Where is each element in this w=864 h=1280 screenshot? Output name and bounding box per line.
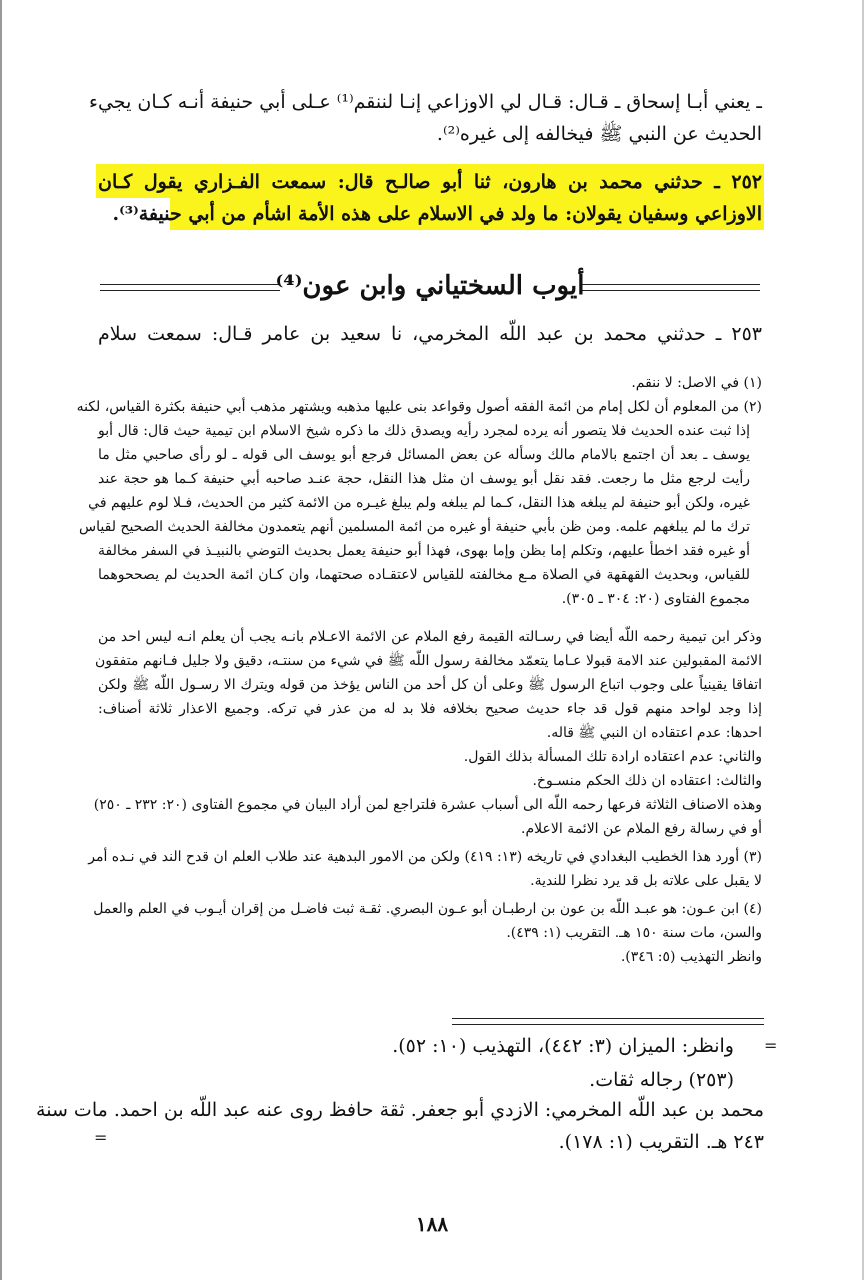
narration-253-line: ٢٥٣ ـ حدثني محمد بن عبد اللّه المخرمي، نا سعيد بن عامر قـال: سمعت سلام bbox=[98, 323, 762, 345]
footnote-line: والثالث: اعتقاده ان ذلك الحكم منسـوخ. bbox=[532, 773, 762, 789]
footnote-line: أو غيره فقد اخطأ عليهم، وتكلم إما بظن وإما بهوى، فهذا أبو حنيفة يعمل بحديث التوضي بالنبيـذ في السفر مخالفة bbox=[98, 543, 750, 559]
narration-252-line-1: ٢٥٢ ـ حدثني محمد بن هارون، ثنا أبو صالـح قال: سمعت الفـزاري يقول كـان bbox=[98, 171, 762, 193]
footnote-line: إذا وجد لواحد منهم قول قد جاء حديث صحيح بخلافه فلا بد له من عذر في تركه. وجميع الاعذار ثلاثة أصناف: bbox=[98, 701, 762, 717]
footnote-line: مجموع الفتاوى (٢٠: ٣٠٤ ـ ٣٠٥). bbox=[561, 591, 750, 607]
page-edge-left bbox=[0, 0, 2, 1280]
footnote-line: يوسف ـ بعد أن اجتمع بالامام مالك وسأله عن بعض المسائل فرجع أبو يوسف الى قوله ـ لو رأى صاحبي مثل ما bbox=[98, 447, 750, 463]
margin-mark: = bbox=[94, 1128, 108, 1147]
notes-separator bbox=[452, 1018, 764, 1025]
editor-note-line: (٢٥٣) رجاله ثقات. bbox=[589, 1069, 734, 1091]
footnote-line: للقياس، وبحديث القهقهة في الصلاة مـع مخالفته للقياس لاعتقـاده صحتهما، وان كـان ائمة الحديث لم يصححوهما bbox=[98, 567, 750, 583]
footnote-line: والثاني: عدم اعتقاده ارادة تلك المسألة بذلك القول. bbox=[463, 749, 762, 765]
editor-note-line: ٢٤٣ هـ. التقريب (١: ١٧٨). bbox=[558, 1131, 764, 1153]
footnote-line: إذا ثبت عنده الحديث فلا يتصور أنه يرده لمجرد رأيه ويصدق ذلك ما ذكره شيخ الاسلام ابن تيمية حيث قال: قال أبو bbox=[98, 423, 750, 439]
footnote-line: اتفاقا يقينياً على وجوب اتباع الرسول ﷺ وعلى أن كل أحد من الناس يؤخذ من قوله ويترك الا رسـول اللّه ﷺ ولكن bbox=[98, 677, 762, 693]
footnote-line: ترك ما لم يبلغهم علمه. ومن ظن بأبي حنيفة أو غيره من ائمة المسلمين أنهم يتعمدون مخالفة الحديث الصحيح لقياس bbox=[79, 519, 750, 535]
footnote-line: وانظر التهذيب (٥: ٣٤٦). bbox=[620, 949, 762, 965]
footnote-line: (١) في الاصل: لا ننقم. bbox=[631, 375, 762, 391]
section-heading bbox=[100, 268, 760, 308]
main-text-line-1: ـ يعني أبـا إسحاق ـ قـال: قـال لي الاوزاعي إنـا لننقم⁽¹⁾ عـلى أبي حنيفة أنـه كـان يجيء bbox=[89, 91, 762, 113]
footnote-line: الائمة المقبولين عند الامة قبولا عـاما يتعمّد مخالفة رسول اللّه ﷺ في شيء من سنتـه، دقيق ولا جليل فـانهم متفقون bbox=[95, 653, 762, 669]
footnote-line: (٤) ابن عـون: هو عبـد اللّه بن عون بن ارطبـان أبو عـون البصري. ثقـة ثبت فاضـل من إقران أيـوب في العلم والعمل bbox=[93, 901, 762, 917]
footnote-line: وذكر ابن تيمية رحمه اللّه أيضا في رسـالته القيمة رفع الملام عن الائمة الاعـلام بانـه يجب أن يعلم انـه ليس احد من bbox=[98, 629, 762, 645]
footnote-line: (٣) أورد هذا الخطيب البغدادي في تاريخه (١٣: ٤١٩) ولكن من الامور البدهية عند طلاب العلم ان قدح الند في نـده أمر bbox=[88, 849, 762, 865]
footnote-line: (٢) من المعلوم أن لكل إمام من ائمة الفقه أصول وقواعد بنى عليها مذهبه ويشتهر مذهب أبي حنيفة بكثرة القياس، لكنه bbox=[76, 399, 762, 415]
footnote-line: وهذه الاصناف الثلاثة فرعها رحمه اللّه الى أسباب عشرة فلتراجع لمن أراد البيان في مجموع الفتاوى (٢٠: ٢٣٢ ـ ٢٥٠) bbox=[93, 797, 762, 813]
footnote-line: غيره، ولكن أبو حنيفة لم يبلغه هذا النقل، كـما لم يبلغه ولم يبلغ غيـره من الائمة كثير من الحديث، فـلا لوم عليهم في bbox=[88, 495, 750, 511]
main-text-line-2: الحديث عن النبي ﷺ فيخالفه إلى غيره⁽²⁾. bbox=[436, 123, 762, 145]
page-number: ١٨٨ bbox=[415, 1212, 449, 1236]
section-title: أيوب السختياني وابن عون⁽⁴⁾ bbox=[275, 271, 585, 301]
footnote-line: رأيت لرجع مثل ما رجعت. فقد نقل أبو يوسف ان مثل هذا النقل، حجة عنـد صاحبه أبي حنيفة كـما هو حجة عند bbox=[98, 471, 750, 487]
footnote-line: أو في رسالة رفع الملام عن الائمة الاعلام. bbox=[521, 821, 762, 837]
editor-note-line: محمد بن عبد اللّه المخرمي: الازدي أبو جعفر. ثقة حافظ روى عنه عبد اللّه بن احمد. مات سنة bbox=[36, 1099, 764, 1121]
margin-mark: = bbox=[764, 1036, 778, 1055]
footnote-line: احدها: عدم اعتقاده ان النبي ﷺ قاله. bbox=[546, 725, 762, 741]
footnote-line: والسن، مات سنة ١٥٠ هـ. التقريب (١: ٤٣٩). bbox=[506, 925, 762, 941]
footnote-line: لا يقبل على علاته بل قد يرد نظرا للندية. bbox=[530, 873, 762, 889]
editor-note-line: وانظر: الميزان (٣: ٤٤٢)، التهذيب (١٠: ٥٢). bbox=[392, 1035, 734, 1057]
narration-252-line-2: الاوزاعي وسفيان يقولان: ما ولد في الاسلام على هذه الأمة اشأم من أبي حنيفة⁽³⁾. bbox=[112, 203, 762, 225]
